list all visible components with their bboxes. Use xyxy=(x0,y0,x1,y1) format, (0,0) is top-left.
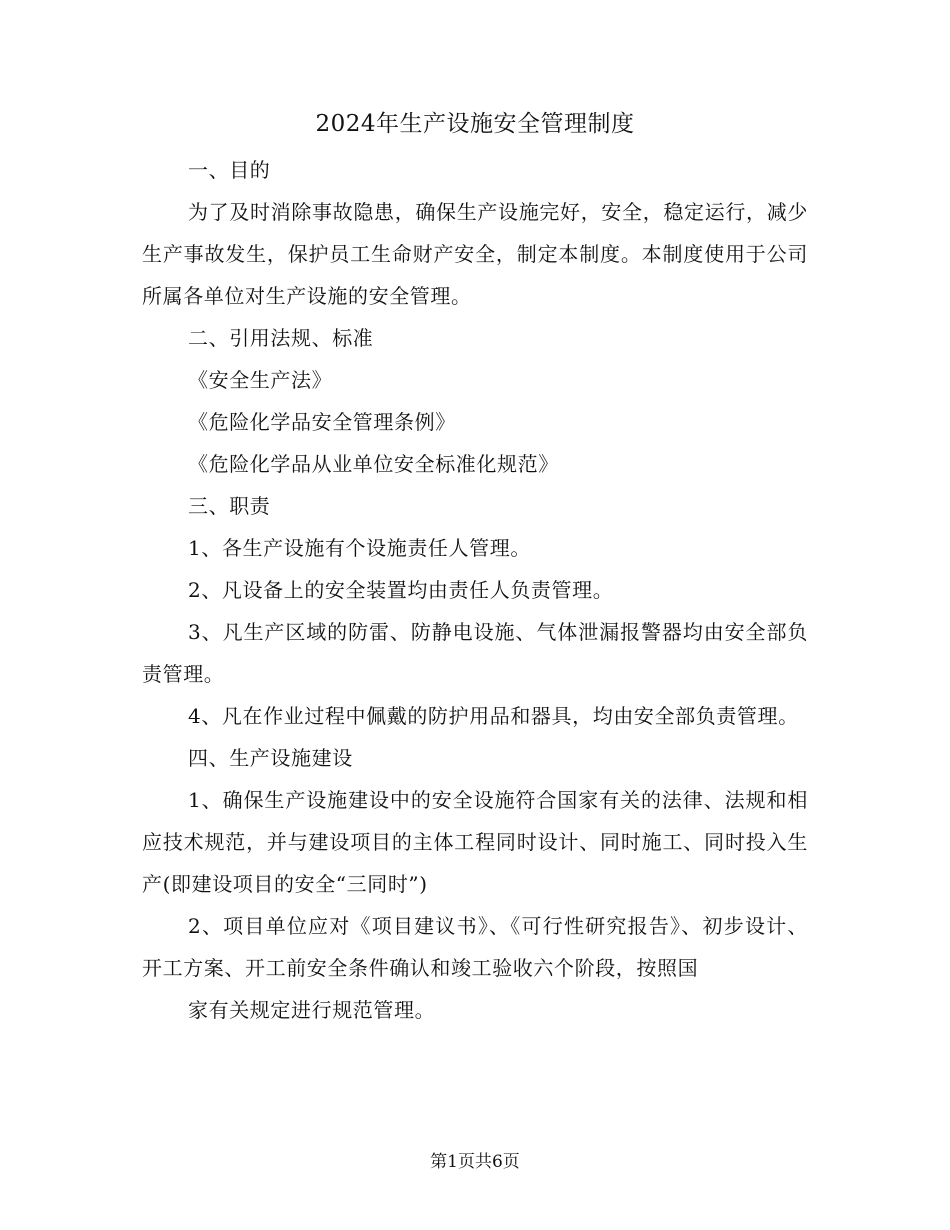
construction-item: 1、确保生产设施建设中的安全设施符合国家有关的法律、法规和相应技术规范，并与建设项目的主体工程同时设计、同时施工、同时投入生产(即建设项目的安全“三同时”) xyxy=(142,788,808,896)
document-body xyxy=(142,149,808,1031)
responsibility-item: 3、凡生产区域的防雷、防静电设施、气体泄漏报警器均由安全部负责管理。 xyxy=(142,620,808,686)
reference-item: 《危险化学品从业单位安全标准化规范》 xyxy=(188,452,559,476)
page-number: 第1页共6页 xyxy=(430,1152,520,1172)
responsibility-item: 4、凡在作业过程中佩戴的防护用品和器具，均由安全部负责管理。 xyxy=(188,704,799,728)
construction-item: 2、项目单位应对《项目建议书》、《可行性研究报告》、初步设计、开工方案、开工前安全条件确认和竣工验收六个阶段，按照国 xyxy=(142,914,808,980)
construction-item-continuation: 家有关规定进行规范管理。 xyxy=(188,998,436,1022)
responsibility-item: 2、凡设备上的安全装置均由责任人负责管理。 xyxy=(188,578,614,602)
section-heading-responsibilities: 三、职责 xyxy=(188,494,271,518)
section-heading-purpose: 一、目的 xyxy=(188,158,271,182)
reference-item: 《安全生产法》 xyxy=(188,368,333,392)
paragraph-purpose: 为了及时消除事故隐患，确保生产设施完好，安全，稳定运行，减少生产事故发生，保护员工生命财产安全，制定本制度。本制度使用于公司所属各单位对生产设施的安全管理。 xyxy=(142,200,808,308)
section-heading-construction: 四、生产设施建设 xyxy=(188,746,353,770)
document-title: 2024年生产设施安全管理制度 xyxy=(315,111,635,137)
section-heading-references: 二、引用法规、标准 xyxy=(188,326,374,350)
reference-item: 《危险化学品安全管理条例》 xyxy=(188,410,456,434)
responsibility-item: 1、各生产设施有个设施责任人管理。 xyxy=(188,536,531,560)
